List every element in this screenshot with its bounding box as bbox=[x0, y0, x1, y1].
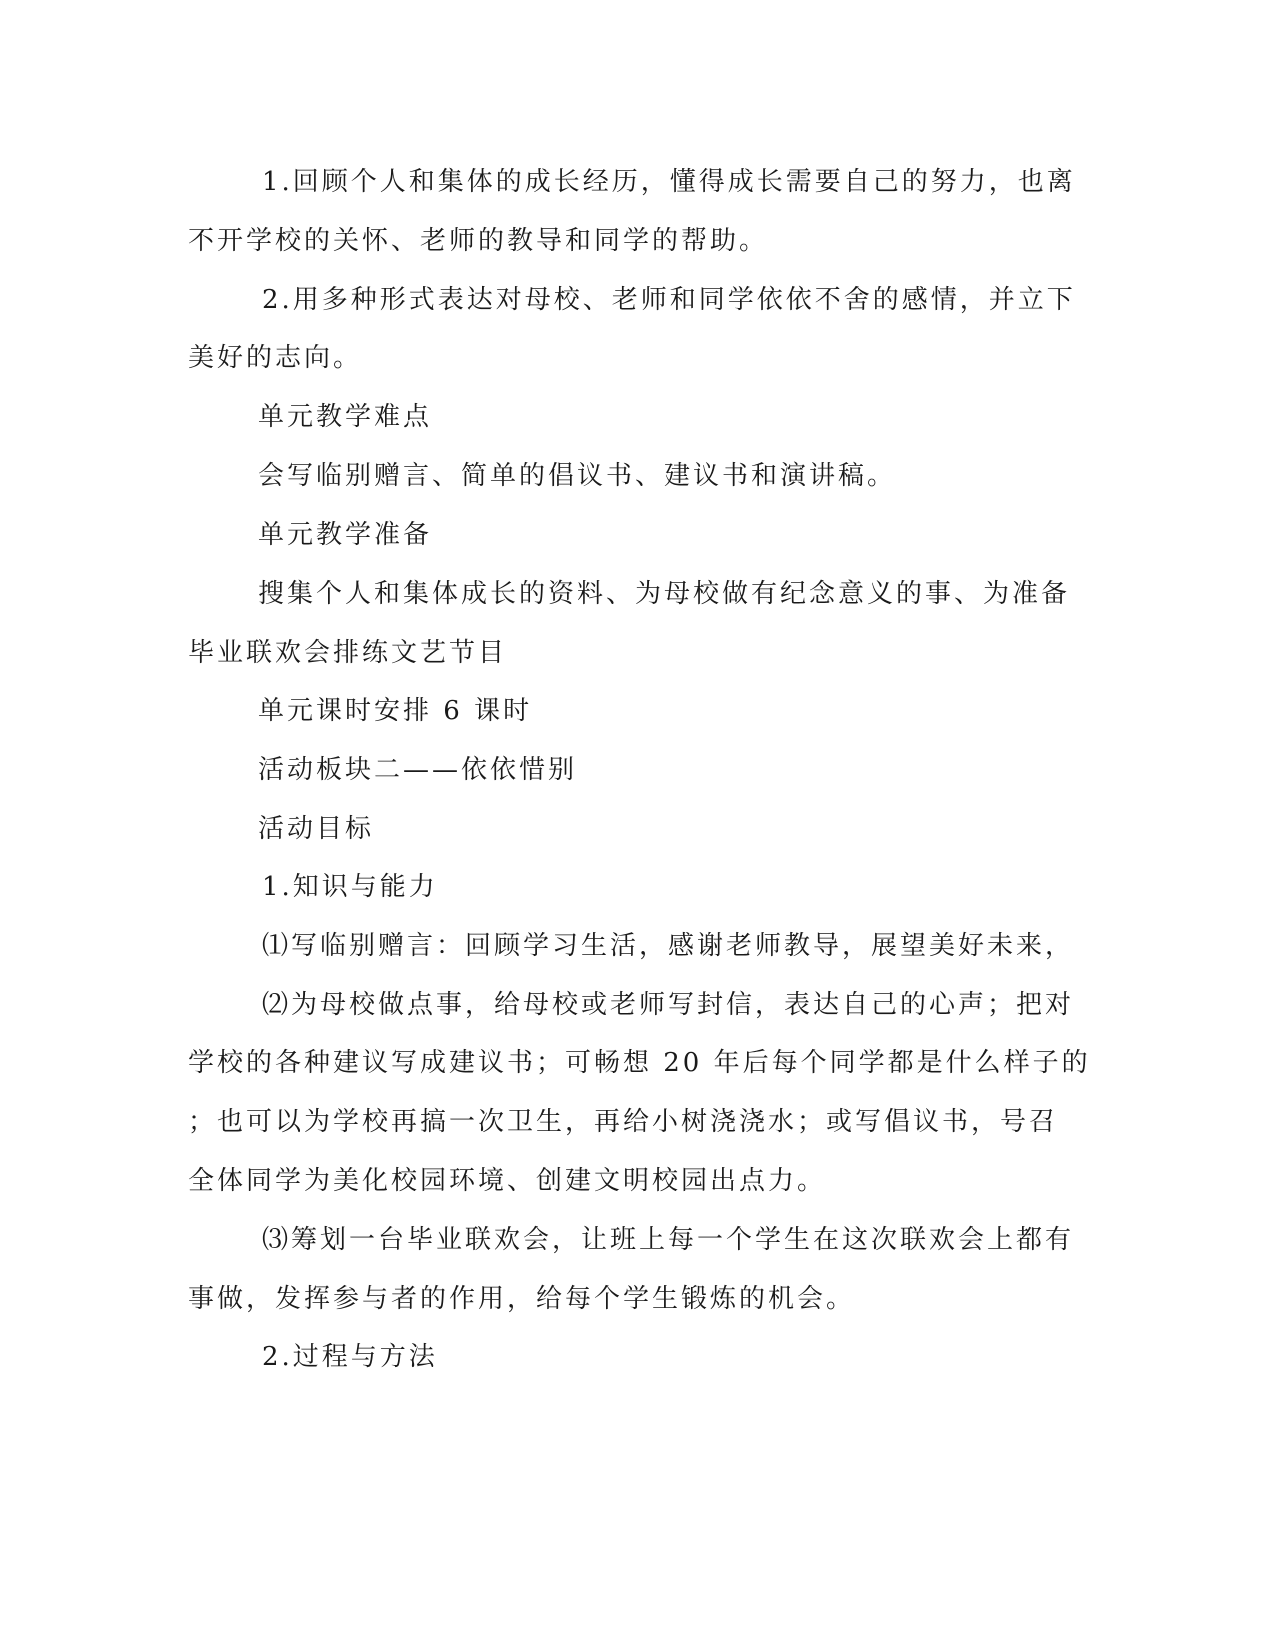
knowledge-ability-heading: 1.知识与能力 bbox=[262, 872, 438, 902]
process-method-heading: 2.过程与方法 bbox=[262, 1342, 438, 1372]
item-2-line-4: 全体同学为美化校园环境、创建文明校园出点力。 bbox=[188, 1166, 827, 1196]
goal-1-line-1: 1.回顾个人和集体的成长经历，懂得成长需要自己的努力，也离 bbox=[262, 167, 1076, 197]
heading-preparation: 单元教学准备 bbox=[258, 520, 433, 550]
item-1-text: ⑴写临别赠言：回顾学习生活，感谢老师教导，展望美好未来， bbox=[262, 931, 1075, 961]
item-2-line-2: 学校的各种建议写成建议书；可畅想 20 年后每个同学都是什么样子的 bbox=[188, 1048, 1091, 1078]
item-2-line-3: ；也可以为学校再搞一次卫生，再给小树浇浇水；或写倡议书，号召 bbox=[188, 1107, 1059, 1137]
item-3-line-1: ⑶筹划一台毕业联欢会，让班上每一个学生在这次联欢会上都有 bbox=[262, 1225, 1075, 1255]
goal-1-line-2: 不开学校的关怀、老师的教导和同学的帮助。 bbox=[188, 226, 769, 256]
goal-2-line-1: 2.用多种形式表达对母校、老师和同学依依不舍的感情，并立下 bbox=[262, 285, 1076, 315]
difficulty-text: 会写临别赠言、简单的倡议书、建议书和演讲稿。 bbox=[258, 461, 897, 491]
preparation-line-2: 毕业联欢会排练文艺节目 bbox=[188, 638, 508, 668]
item-3-line-2: 事做，发挥参与者的作用，给每个学生锻炼的机会。 bbox=[188, 1284, 856, 1314]
heading-activity-goals: 活动目标 bbox=[258, 814, 375, 844]
heading-difficulty: 单元教学难点 bbox=[258, 402, 433, 432]
goal-2-line-2: 美好的志向。 bbox=[188, 343, 363, 373]
schedule-text: 单元课时安排 6 课时 bbox=[258, 696, 533, 726]
preparation-line-1: 搜集个人和集体成长的资料、为母校做有纪念意义的事、为准备 bbox=[258, 579, 1071, 609]
activity-block-title: 活动板块二——依依惜别 bbox=[258, 755, 578, 785]
item-2-line-1: ⑵为母校做点事，给母校或老师写封信，表达自己的心声；把对 bbox=[262, 990, 1075, 1020]
